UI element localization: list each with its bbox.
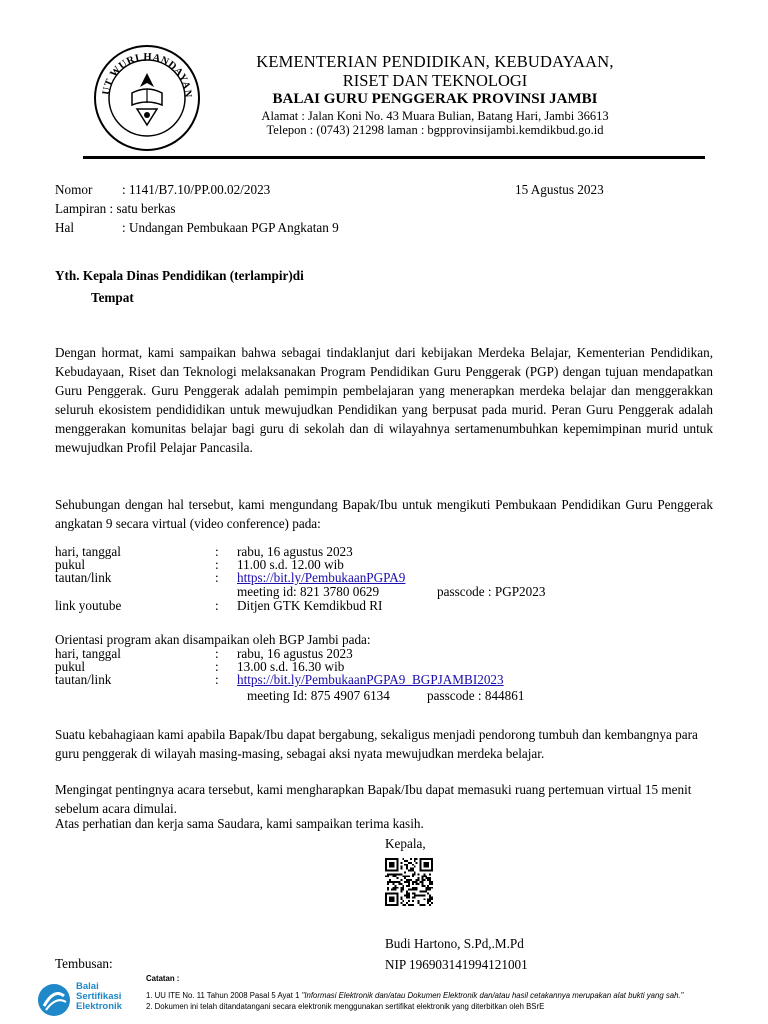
s1-meeting-id: meeting id: 821 3780 0629	[237, 584, 380, 599]
s2-colon: :	[215, 659, 219, 674]
bsre-line1: Balai	[76, 981, 99, 992]
hal-value: : Undangan Pembukaan PGP Angkatan 9	[122, 220, 339, 235]
body-paragraph-4: Suatu kebahagiaan kami apabila Bapak/Ibu dapat bergabung, sekaligus menjadi pendorong tumbuh dan kembangnya para guru penggerak di wilayah masing-masing, sebagai aksi nyata mewujudkan merdeka belajar.	[55, 727, 698, 761]
signature-qr-code	[385, 858, 433, 906]
ministry-logo	[92, 43, 202, 153]
s2-time-value: 13.00 s.d. 16.30 wib	[237, 659, 345, 674]
bsre-line2: Sertifikasi	[76, 991, 122, 1002]
s1-passcode: passcode : PGP2023	[437, 584, 546, 599]
nomor-label: Nomor	[55, 182, 93, 197]
bsre-logo	[36, 980, 146, 1020]
tembusan-label: Tembusan:	[55, 956, 113, 971]
footnote	[146, 973, 746, 1012]
body-paragraph-1: Dengan hormat, kami sampaikan bahwa sebagai tindaklanjut dari kebijakan Merdeka Belajar, Kementerian Pendidikan, Kebudayaan, Riset dan Teknologi melaksanakan Program Pendidikan Guru Penggerak (PGP) dengan tujuan mendapatkan Guru Penggerak. Guru Penggerak adalah pemimpin pembelajaran yang menerapkan merdeka belajar dan menggerakkan seluruh ekosistem pendididikan untuk mewujudkan Pendidikan yang berpusat pada murid. Peran Guru Penggerak adalah menggerakan komunitas belajar bagi guru di sekolah dan di wilayahnya sertamenumbuhkan kepemimpinan murid untuk mewujudkan Profil Pelajar Pancasila.	[55, 345, 713, 455]
s1-colon: :	[215, 544, 219, 559]
s2-passcode: passcode : 844861	[427, 688, 525, 703]
header-phone: Telepon : (0743) 21298 laman : bgpprovinsijambi.kemdikbud.go.id	[266, 123, 604, 137]
s2-day-value: rabu, 16 agustus 2023	[237, 646, 353, 661]
footnote-1-text: 1. UU ITE No. 11 Tahun 2008 Pasal 5 Ayat 1	[146, 991, 302, 1000]
s1-colon: :	[215, 570, 219, 585]
signatory-name: Budi Hartono, S.Pd,.M.Pd	[385, 936, 524, 951]
body-paragraph-2: Sehubungan dengan hal tersebut, kami mengundang Bapak/Ibu untuk mengikuti Pembukaan Pendidikan Guru Penggerak angkatan 9 secara virtual (video conference) pada:	[55, 497, 713, 531]
s2-colon: :	[215, 646, 219, 661]
s1-day-value: rabu, 16 agustus 2023	[237, 544, 353, 559]
s1-day-label: hari, tanggal	[55, 544, 121, 559]
lampiran: Lampiran : satu berkas	[55, 201, 176, 216]
header-ministry-line1: KEMENTERIAN PENDIDIKAN, KEBUDAYAAN,	[256, 52, 614, 71]
nomor-value: : 1141/B7.10/PP.00.02/2023	[122, 182, 271, 197]
recipient-line1: Yth. Kepala Dinas Pendidikan (terlampir)di	[55, 268, 304, 283]
s1-link-label: tautan/link	[55, 570, 112, 585]
footnote-2: 2. Dokumen ini telah ditandatangani secara elektronik menggunakan sertifikat elektronik yang diterbitkan oleh BSrE	[146, 1002, 545, 1011]
s1-youtube-value: Ditjen GTK Kemdikbud RI	[237, 598, 383, 613]
s1-time-label: pukul	[55, 557, 86, 572]
bsre-line3: Elektronik	[76, 1001, 122, 1012]
footnote-1	[146, 990, 746, 1001]
s2-day-label: hari, tanggal	[55, 646, 121, 661]
body-paragraph-6: Atas perhatian dan kerja sama Saudara, kami sampaikan terima kasih.	[55, 816, 424, 831]
s1-time-value: 11.00 s.d. 12.00 wib	[237, 557, 344, 572]
signatory-nip: NIP 196903141994121001	[385, 957, 528, 972]
s1-colon: :	[215, 598, 219, 613]
s1-colon: :	[215, 557, 219, 572]
s2-time-label: pukul	[55, 659, 86, 674]
letter-date: 15 Agustus 2023	[515, 182, 604, 197]
body-paragraph-3: Orientasi program akan disampaikan oleh BGP Jambi pada:	[55, 632, 371, 647]
footnote-1-quote: "Informasi Elektronik dan/atau Dokumen Elektronik dan/atau hasil cetakannya merupakan alat bukti yang sah."	[301, 991, 684, 1000]
s2-colon: :	[215, 672, 219, 687]
recipient-place: Tempat	[91, 290, 134, 305]
signature-title: Kepala,	[385, 836, 426, 851]
s1-youtube-label: link youtube	[55, 598, 122, 613]
header-institution: BALAI GURU PENGGERAK PROVINSI JAMBI	[272, 91, 598, 107]
logo-text: UT WURI HANDAYAN	[101, 51, 194, 99]
header-ministry-line2: RISET DAN TEKNOLOGI	[342, 71, 528, 90]
header-divider	[83, 156, 705, 159]
s2-meeting-id: meeting Id: 875 4907 6134	[247, 688, 390, 703]
catatan-label: Catatan :	[146, 974, 180, 983]
s2-link-label: tautan/link	[55, 672, 112, 687]
s1-zoom-link[interactable]: https://bit.ly/PembukaanPGPA9	[237, 570, 406, 585]
header-address: Alamat : Jalan Koni No. 43 Muara Bulian, Batang Hari, Jambi 36613	[261, 109, 609, 123]
body-paragraph-5: Mengingat pentingnya acara tersebut, kami mengharapkan Bapak/Ibu dapat memasuki ruang pertemuan virtual 15 menit sebelum acara dimulai.	[55, 782, 692, 816]
s2-zoom-link[interactable]: https://bit.ly/PembukaanPGPA9_BGPJAMBI2023	[237, 672, 504, 687]
hal-label: Hal	[55, 220, 75, 235]
